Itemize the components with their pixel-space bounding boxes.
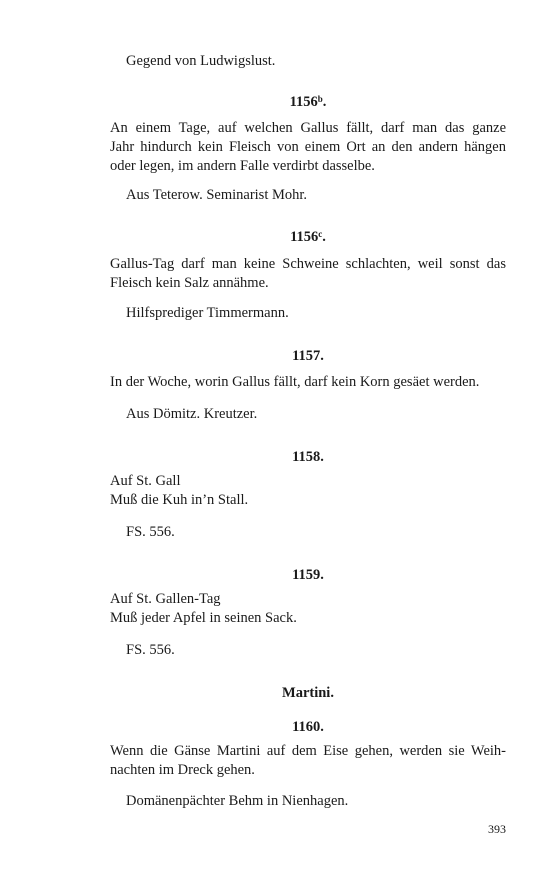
entry-text-1156c	[110, 255, 506, 293]
entry-verse-1158	[110, 472, 248, 510]
entry-verse-1159	[110, 590, 297, 628]
text-line: nachten im Dreck gehen.	[110, 762, 255, 778]
page-number: 393	[488, 822, 506, 836]
source-1156c: Hilfsprediger Timmermann.	[126, 305, 289, 321]
text-line: Jahr hindurch kein Fleisch von einem Ort an den andern hängen	[110, 139, 506, 155]
verse-line: Muß die Kuh in’n Stall.	[110, 492, 249, 508]
source-1160: Domänenpächter Behm in Nienhagen.	[126, 793, 349, 809]
source-1157: Aus Dömitz. Kreutzer.	[126, 406, 258, 422]
entry-heading-1157: 1157.	[292, 348, 324, 364]
source-1158: FS. 556.	[126, 524, 175, 540]
text-line: Fleisch kein Salz annähme.	[110, 275, 269, 291]
entry-text-1157	[110, 373, 506, 392]
text-line: Wenn die Gänse Martini auf dem Eise gehen, werden sie Weih-	[110, 743, 506, 759]
section-title: Martini.	[282, 685, 334, 701]
entry-text-1160	[110, 742, 506, 780]
entry-heading-1156c	[110, 228, 506, 246]
entry-heading-1156b	[110, 93, 506, 111]
entry-dot: .	[322, 94, 327, 110]
entry-number: 1156	[289, 94, 318, 110]
verse-line: Auf St. Gall	[110, 473, 181, 489]
entry-suffix: c	[318, 229, 323, 239]
entry-suffix: b	[317, 94, 323, 104]
text-line: Gallus-Tag darf man keine Schweine schlachten, weil sonst das	[110, 256, 506, 272]
source-ludwigslust: Gegend von Ludwigslust.	[126, 53, 276, 69]
entry-number: 1156	[290, 229, 319, 245]
entry-dot: .	[322, 229, 326, 245]
source-1159: FS. 556.	[126, 642, 175, 658]
text-line: In der Woche, worin Gallus fällt, darf kein Korn gesäet werden.	[110, 374, 480, 390]
text-line: oder legen, im andern Falle verdirbt dasselbe.	[110, 158, 375, 174]
source-1156b: Aus Teterow. Seminarist Mohr.	[126, 187, 308, 203]
entry-heading-1159: 1159.	[292, 567, 324, 583]
entry-heading-1160: 1160.	[292, 719, 324, 735]
entry-text-1156b	[110, 119, 506, 176]
verse-line: Muß jeder Apfel in seinen Sack.	[110, 610, 297, 626]
text-line: An einem Tage, auf welchen Gallus fällt, darf man das ganze	[110, 120, 506, 136]
verse-line: Auf St. Gallen-Tag	[110, 591, 221, 607]
entry-heading-1158: 1158.	[292, 449, 324, 465]
